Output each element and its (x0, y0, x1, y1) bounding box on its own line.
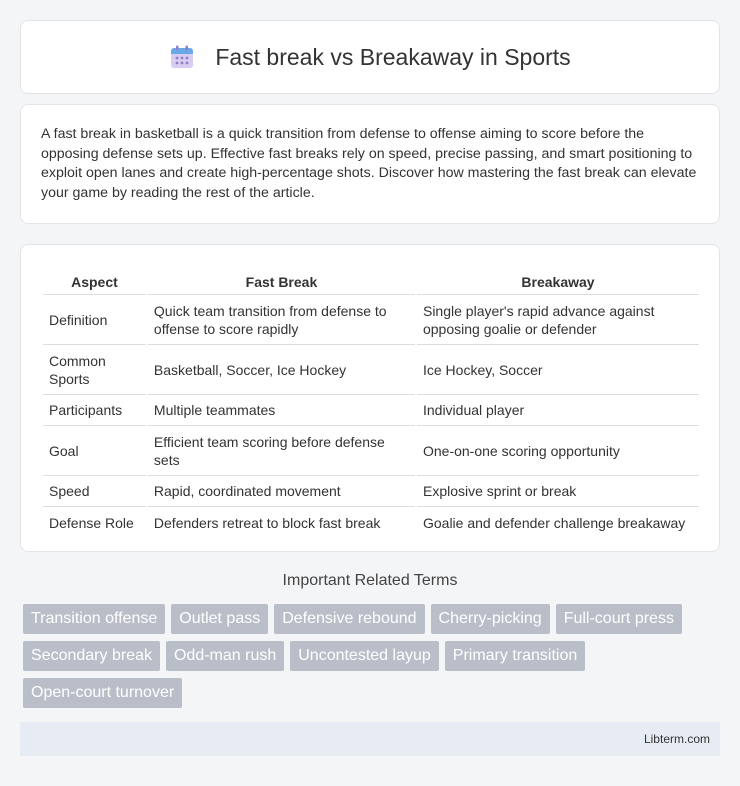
tag-outlet-pass[interactable]: Outlet pass (171, 604, 268, 634)
table-row (43, 295, 699, 345)
tag-full-court-press[interactable]: Full-court press (556, 604, 682, 634)
table-cell: Quick team transition from defense to offense to score rapidly (148, 295, 415, 345)
comparison-table (41, 265, 701, 538)
table-row (43, 507, 699, 538)
footer (20, 722, 720, 756)
table-cell: Ice Hockey, Soccer (417, 345, 699, 395)
related-terms-tags (23, 604, 703, 708)
related-terms-title: Important Related Terms (282, 572, 458, 589)
intro-card (20, 104, 720, 224)
table-cell: Basketball, Soccer, Ice Hockey (148, 345, 415, 395)
tag-primary-transition[interactable]: Primary transition (445, 641, 585, 671)
table-cell: Participants (43, 395, 146, 426)
table-cell: One-on-one scoring opportunity (417, 426, 699, 476)
table-cell: Defense Role (49, 514, 134, 531)
table-cell: Defenders retreat to block fast break (153, 514, 381, 531)
tag-open-court-turnover[interactable]: Open-court turnover (23, 678, 182, 708)
table-row (43, 345, 699, 395)
tag-transition-offense[interactable]: Transition offense (23, 604, 165, 634)
table-row (43, 476, 699, 507)
footer-site-link[interactable]: Libterm.com (643, 732, 710, 746)
table-cell: Single player's rapid advance against opposing goalie or defender (417, 295, 699, 345)
tag-uncontested-layup[interactable]: Uncontested layup (290, 641, 439, 671)
table-cell: Individual player (417, 395, 699, 426)
tag-odd-man-rush[interactable]: Odd-man rush (166, 641, 284, 671)
tag-defensive-rebound[interactable]: Defensive rebound (274, 604, 424, 634)
header-breakaway: Breakaway (417, 265, 699, 295)
intro-paragraph: A fast break in basketball is a quick transition from defense to offense aiming to score before the opposing defense sets up. Effective fast breaks rely on speed, precise passing, and smart positioning to exploit open lanes and create high-percentage shots. Discover how mastering the fast break can elevate your game by reading the rest of the article. (41, 126, 697, 201)
header-card (20, 20, 720, 94)
header-aspect: Aspect (43, 265, 146, 295)
table-header-row (43, 265, 699, 295)
table-row (43, 395, 699, 426)
tag-secondary-break[interactable]: Secondary break (23, 641, 160, 671)
table-cell: Definition (43, 295, 146, 345)
header (169, 44, 570, 71)
table-cell: Goalie and defender challenge breakaway (422, 514, 686, 531)
table-row (43, 426, 699, 476)
table-cell: Goal (43, 426, 146, 476)
table-cell: Explosive sprint or break (417, 476, 699, 507)
calendar-icon (169, 44, 195, 70)
page-title: Fast break vs Breakaway in Sports (215, 43, 571, 70)
table-cell: Rapid, coordinated movement (148, 476, 415, 507)
table-cell: Efficient team scoring before defense sets (148, 426, 415, 476)
tag-cherry-picking[interactable]: Cherry-picking (431, 604, 550, 634)
header-fast-break: Fast Break (148, 265, 415, 295)
comparison-table-card (20, 244, 720, 552)
table-cell: Multiple teammates (148, 395, 415, 426)
table-cell: Common Sports (43, 345, 146, 395)
table-cell: Speed (43, 476, 146, 507)
